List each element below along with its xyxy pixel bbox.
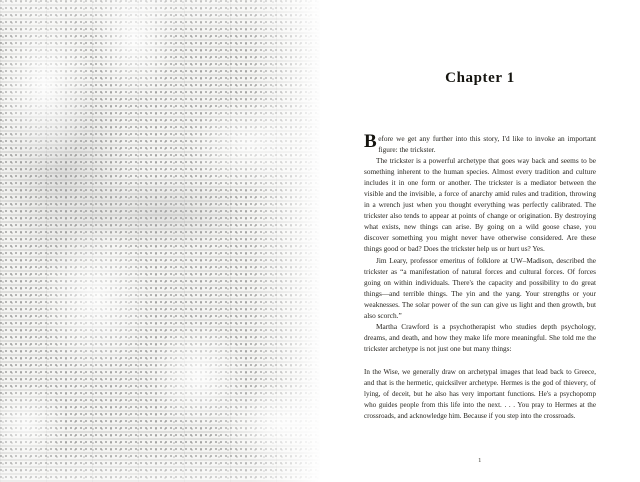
page-number: 1 <box>478 457 482 464</box>
text-column <box>364 70 596 422</box>
right-page-text <box>320 0 640 482</box>
paragraph: Martha Crawford is a psychotherapist who studies depth psychology, dreams, and death, and how they make life more meaningful. She told me the trickster archetype is not just one but many things: <box>364 321 596 353</box>
drop-cap: B <box>364 131 377 152</box>
block-quote-text: In the Wise, we generally draw on archetypal images that lead back to Greece, and that is the hermetic, quicksilver archetype. Hermes is the god of thievery, of lying, of deceit, but he also has very important functions. He's a psychopomp who guides people from this life into the next. . . . You pray to Hermes at the crossroads, and acknowledge him. Because if you step into the crossroads. <box>364 367 596 420</box>
body-text <box>364 133 596 422</box>
chapter-title: Chapter 1 <box>445 70 515 86</box>
paragraph: Jim Leary, professor emeritus of folklore at UW–Madison, described the trickster as “a manifestation of natural forces and cultural forces. Of forces going on within individuals. There's the capacity and possibility to do great things—and terrible things. The yin and the yang. Your strengths or your weaknesses. The solar power of the sun can give us light and then growth, but also scorch.” <box>364 255 596 320</box>
paragraph: The trickster is a powerful archetype that goes way back and seems to be something inherent to the human species. Almost every tradition and culture includes it in one form or another. The trickster is a mediator between the visible and the invisible, a force of anarchy amid rules and tradition, throwing in a wrench just when you thought everything was perfectly calibrated. The trickster also tends to appear at points of change or origination. By destroying what exists, new things can arise. By going on a wild goose chase, you discover something you might never have otherwise considered. Are these things good or bad? Does the trickster help us or hurt us? Yes. <box>364 156 596 254</box>
paragraph-opening <box>364 133 596 155</box>
paragraph-opening-text: efore we get any further into this story, I'd like to invoke an important figure: the trickster. <box>378 134 596 155</box>
block-quote <box>364 367 596 422</box>
